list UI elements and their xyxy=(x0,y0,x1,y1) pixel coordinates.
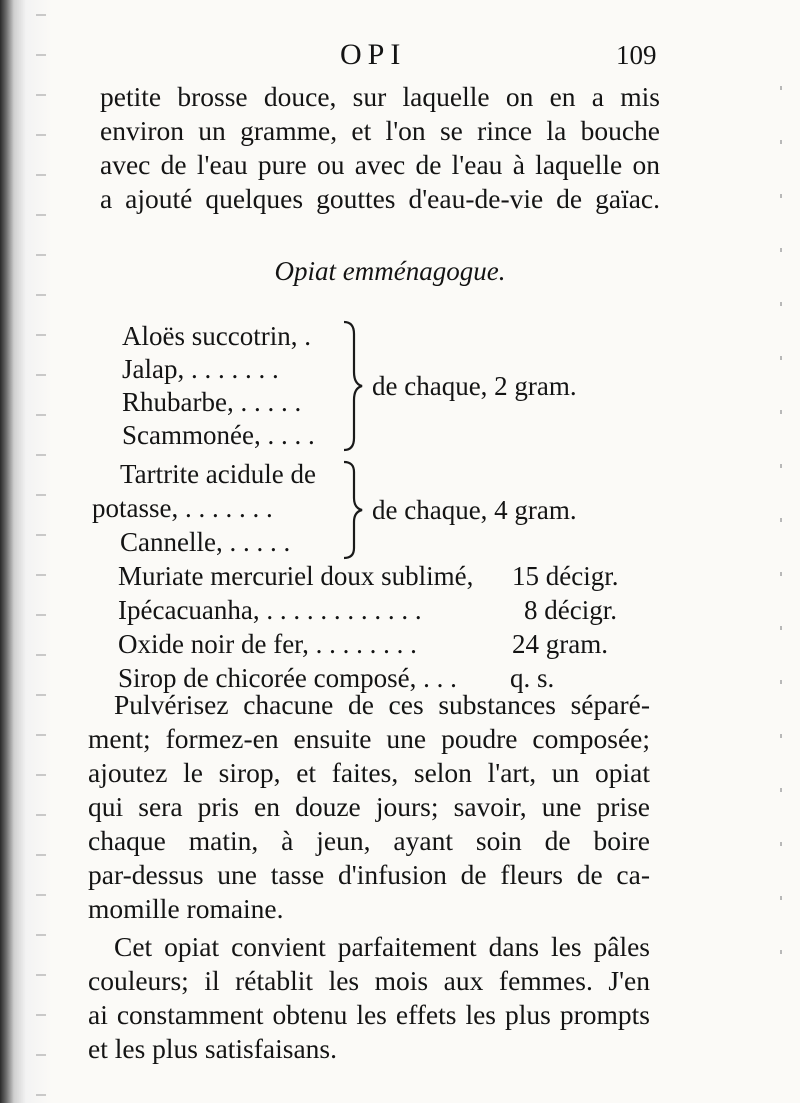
section-title: Opiat emménagogue. xyxy=(274,256,506,286)
text-line: Pulvérisez chacune de ces substances séparé- xyxy=(114,689,650,720)
recipe-quantity: de chaque, 4 gram. xyxy=(372,495,577,525)
recipe-ingredient: Aloës succotrin, . xyxy=(122,321,311,351)
recipe-quantity: de chaque, 2 gram. xyxy=(372,371,577,401)
recipe-ingredient: Sirop de chicorée composé, . . . xyxy=(118,663,457,693)
recipe-amount: q. s. xyxy=(510,663,555,693)
recipe-amount: 15 décigr. xyxy=(512,561,619,591)
intro-paragraph xyxy=(100,80,660,216)
recipe-amount: 8 décigr. xyxy=(524,595,617,625)
recipe-ingredient: Jalap, . . . . . . . xyxy=(122,354,279,384)
text-line: et les plus satisfaisans. xyxy=(88,1033,337,1064)
text-line: a ajouté quelques gouttes d'eau-de-vie de gaïac. xyxy=(100,183,660,214)
recipe-ingredient: Cannelle, . . . . . xyxy=(120,527,291,557)
page-right-edge xyxy=(780,60,782,960)
page-binding-edge xyxy=(0,0,52,1103)
instructions-paragraph xyxy=(88,688,650,926)
text-line: Cet opiat convient parfaitement dans les pâles xyxy=(114,931,650,962)
text-line: ajoutez le sirop, et faites, selon l'art, un opiat xyxy=(88,757,650,788)
recipe-ingredient: Scammonée, . . . . xyxy=(122,420,315,450)
running-head: OPI xyxy=(340,38,407,71)
brace-group-2 xyxy=(340,460,364,560)
text-line: momille romaine. xyxy=(88,893,284,924)
recipe-ingredient: Tartrite acidule de xyxy=(120,459,317,489)
brace-group-1 xyxy=(340,320,364,452)
page-number: 109 xyxy=(616,40,657,70)
recipe-ingredient: Muriate mercuriel doux sublimé, xyxy=(118,561,474,591)
text-line: qui sera pris en douze jours; savoir, une prise xyxy=(88,791,650,822)
text-line: ment; formez-en ensuite une poudre composée; xyxy=(88,723,650,754)
note-paragraph xyxy=(88,930,650,1066)
text-line: ai constamment obtenu les effets les plus prompts xyxy=(88,999,650,1030)
recipe-ingredient: Oxide noir de fer, . . . . . . . . xyxy=(118,629,417,659)
text-line: environ un gramme, et l'on se rince la bouche xyxy=(100,115,660,146)
recipe-amount: 24 gram. xyxy=(512,629,608,659)
recipe-ingredient: Rhubarbe, . . . . . xyxy=(122,387,302,417)
recipe-ingredient: potasse, . . . . . . . xyxy=(92,493,273,523)
scan-specks xyxy=(36,0,46,1103)
text-line: couleurs; il rétablit les mois aux femmes. J'en xyxy=(88,965,650,996)
text-line: avec de l'eau pure ou avec de l'eau à laquelle on xyxy=(100,149,660,180)
text-line: petite brosse douce, sur laquelle on en a mis xyxy=(100,81,660,112)
page-header xyxy=(0,38,800,78)
text-line: chaque matin, à jeun, ayant soin de boire xyxy=(88,825,650,856)
text-line: par-dessus une tasse d'infusion de fleurs de ca- xyxy=(88,859,650,890)
recipe-ingredient: Ipécacuanha, . . . . . . . . . . . . xyxy=(118,595,422,625)
